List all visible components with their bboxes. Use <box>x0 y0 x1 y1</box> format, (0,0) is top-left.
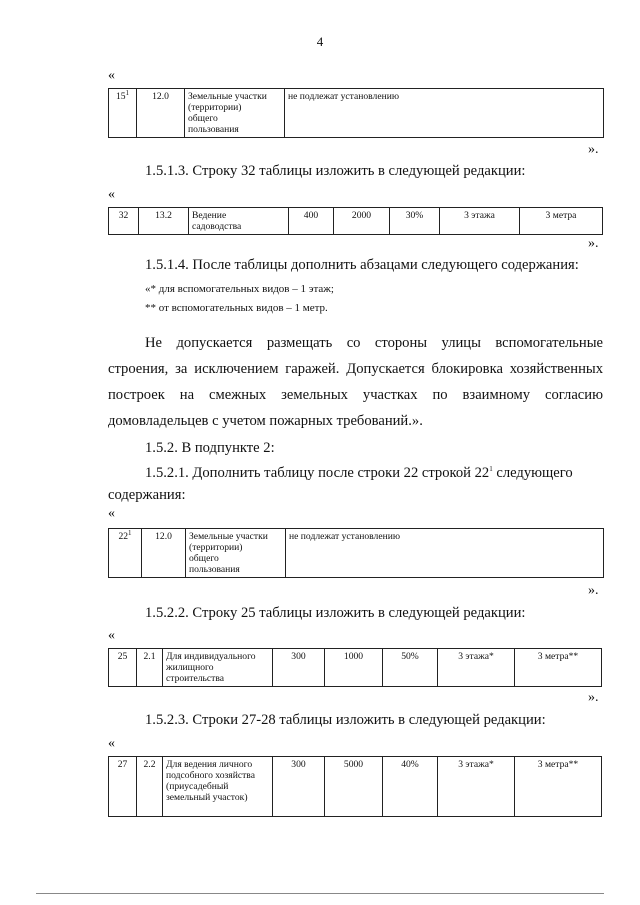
cell-max-area: 5000 <box>325 757 383 817</box>
paragraph-line-3: построек на смежных земельных участках по взаимному согласию <box>108 387 603 403</box>
heading-1514: 1.5.1.4. После таблицы дополнить абзацами следующего содержания: <box>145 257 579 273</box>
cell-setback: 3 метра** <box>515 757 602 817</box>
page-bottom-divider <box>36 893 604 894</box>
cell-number: 32 <box>109 208 139 235</box>
cell-min-area: 400 <box>289 208 334 235</box>
paragraph-line-1: Не допускается размещать со стороны улицы вспомогательные <box>145 335 603 351</box>
heading-1521: 1.5.2.1. Дополнить таблицу после строки 22 строкой $22^1$ следующего <box>145 465 573 481</box>
cell-floors: 3 этажа* <box>438 757 515 817</box>
cell-max-area: 1000 <box>325 649 383 687</box>
cell-name: Земельные участки (территории) общего пользования <box>186 529 286 578</box>
heading-1523: 1.5.2.3. Строки 27-28 таблицы изложить в следующей редакции: <box>145 712 546 728</box>
cell-note: не подлежат установлению <box>286 529 604 578</box>
table-row-15-1 <box>108 88 604 138</box>
open-quote: « <box>108 506 115 521</box>
close-quote: ». <box>588 690 599 705</box>
page-number: 4 <box>316 34 324 49</box>
cell-percent: 50% <box>383 649 438 687</box>
cell-note: не подлежат установлению <box>285 89 604 138</box>
open-quote: « <box>108 628 115 643</box>
cell-percent: 40% <box>383 757 438 817</box>
cell-min-area: 300 <box>273 757 325 817</box>
table-row-32 <box>108 207 603 235</box>
heading-152: 1.5.2. В подпункте 2: <box>145 440 275 456</box>
cell-number: 27 <box>109 757 137 817</box>
close-quote: ». <box>588 142 599 157</box>
cell-code: 12.0 <box>142 529 186 578</box>
cell-code: 2.1 <box>137 649 163 687</box>
cell-name: Для индивидуального жилищного строительства <box>163 649 273 687</box>
close-quote: ». <box>588 583 599 598</box>
open-quote: « <box>108 736 115 751</box>
cell-name: Ведение садоводства <box>189 208 289 235</box>
cell-code: 13.2 <box>139 208 189 235</box>
note-1: «* для вспомогательных видов – 1 этаж; <box>145 283 334 295</box>
cell-floors: 3 этажа <box>440 208 520 235</box>
paragraph-line-2: строения, за исключением гаражей. Допускается блокировка хозяйственных <box>108 361 603 377</box>
heading-1522: 1.5.2.2. Строку 25 таблицы изложить в следующей редакции: <box>145 605 526 621</box>
paragraph-line-4: домовладельцев с учетом пожарных требований.». <box>108 413 423 429</box>
cell-setback: 3 метра <box>520 208 603 235</box>
cell-percent: 30% <box>390 208 440 235</box>
open-quote: « <box>108 187 115 202</box>
cell-number: 25 <box>109 649 137 687</box>
cell-name: Земельные участки (территории) общего пользования <box>185 89 285 138</box>
open-quote: « <box>108 68 115 83</box>
note-2: ** от вспомогательных видов – 1 метр. <box>145 302 328 314</box>
cell-floors: 3 этажа* <box>438 649 515 687</box>
cell-code: 2.2 <box>137 757 163 817</box>
cell-code: 12.0 <box>137 89 185 138</box>
close-quote: ». <box>588 236 599 251</box>
cell-number: $22^1$ <box>109 529 142 578</box>
table-row-27 <box>108 756 602 817</box>
heading-1513: 1.5.1.3. Строку 32 таблицы изложить в следующей редакции: <box>145 163 526 179</box>
cell-min-area: 300 <box>273 649 325 687</box>
cell-setback: 3 метра** <box>515 649 602 687</box>
cell-name: Для ведения личного подсобного хозяйства (приусадебный земельный участок) <box>163 757 273 817</box>
table-row-25 <box>108 648 602 687</box>
table-row-22-1 <box>108 528 604 578</box>
cell-max-area: 2000 <box>334 208 390 235</box>
cell-number: $15^1$ <box>109 89 137 138</box>
heading-1521-cont: содержания: <box>108 487 186 503</box>
